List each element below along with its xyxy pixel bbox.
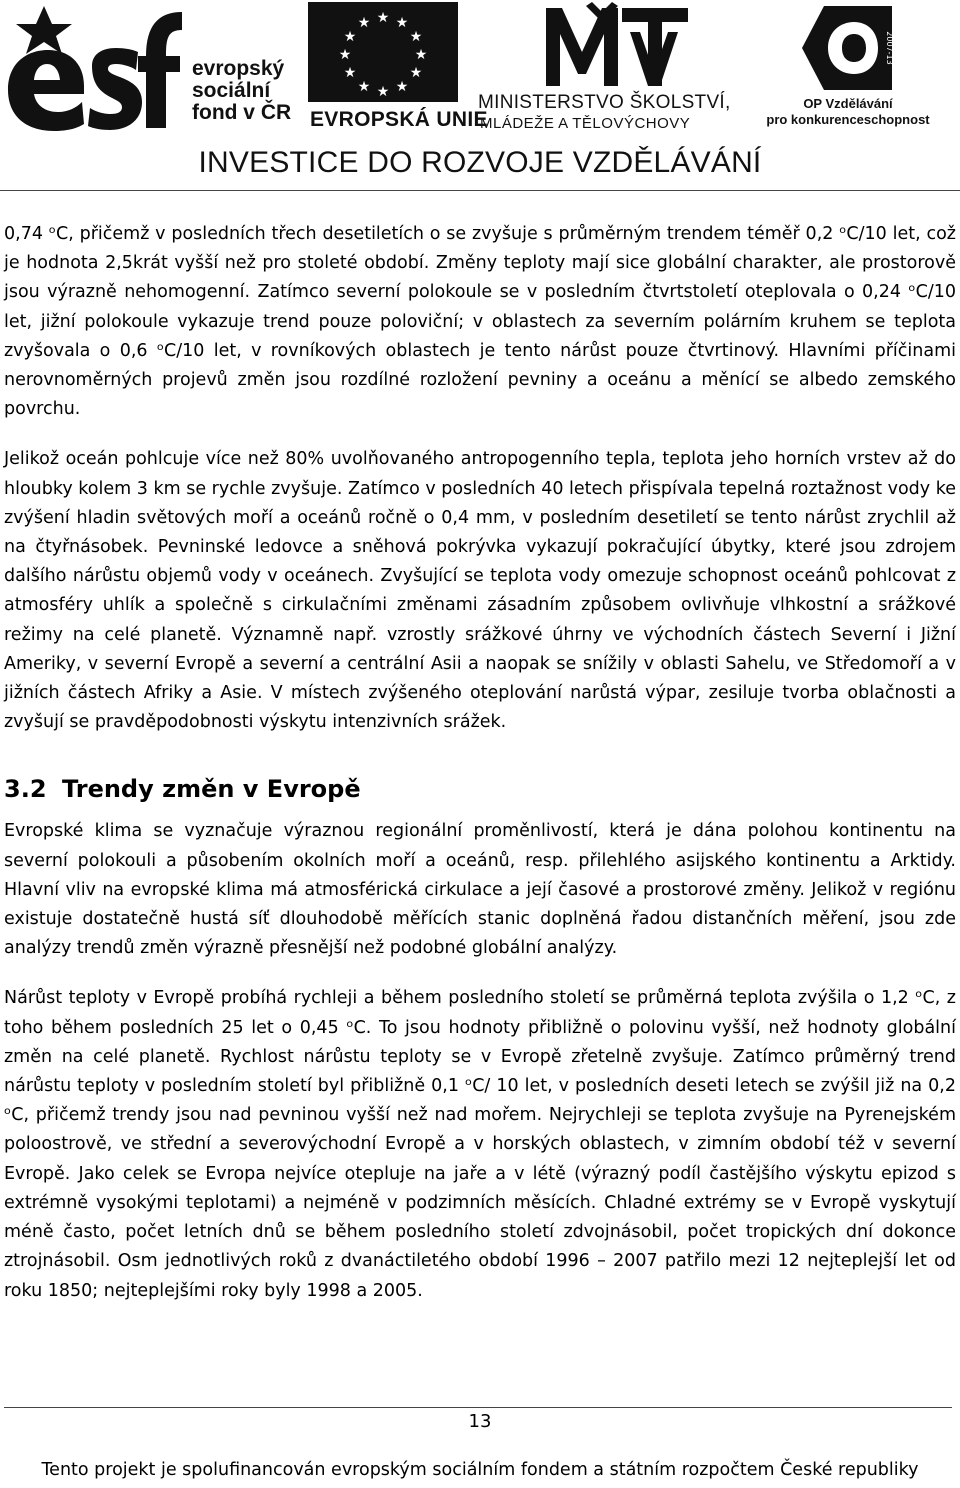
esf-line-3: fond v ČR xyxy=(192,101,292,124)
msmt-text-1: MINISTERSTVO ŠKOLSTVÍ, xyxy=(478,92,731,113)
svg-text:★: ★ xyxy=(395,79,409,95)
op-text-2: pro konkurenceschopnost xyxy=(766,112,930,127)
svg-text:★: ★ xyxy=(343,29,357,45)
section-number: 3.2 xyxy=(4,775,47,804)
paragraph-1: 0,74 ᵒC, přičemž v posledních třech desetiletích o se zvyšuje s průměrným trendem téměř 0,2 ᵒC/10 let, což je hodnota 2,5krát vyšší než pro stoleté období. Změny teploty mají sice globální charakter, ale prostorově jsou výrazně nehomogenní. Zatímco severní polokoule se v posledním čtvrtstoletí oteplovala o 0,24 ᵒC/10 let, jižní polokoule vykazuje trend pouze poloviční; v oblastech za severním polárním kruhem se teplota zvyšovala o 0,6 ᵒC/10 let, v rovníkových oblastech je tento nárůst pouze čtvrtinový. Hlavními příčinami nerovnoměrných projevů změn jsou rozdílné rozložení pevniny a oceánu a měnící se albedo zemského povrchu. xyxy=(4,224,956,420)
section-paragraph-1: Evropské klima se vyznačuje výraznou regionální proměnlivostí, která je dána polohou kontinentu na severní polokouli a působením okolních moří a oceánů, resp. přilehlého asijského kontinentu a Arktidy. Hlavní vliv na evropské klima má atmosférická cirkulace a její časové a prostorové změny. Jelikož v regiónu existuje dostatečně hustá síť dlouhodobě měřících stanic doplněná řadou distančních měření, jsou zde analýzy trendů změn výrazně přesnější než podobné globální analýzy. xyxy=(4,821,956,959)
svg-text:★: ★ xyxy=(376,10,390,26)
eu-flag-icon xyxy=(308,2,458,102)
svg-text:★: ★ xyxy=(414,47,428,63)
eu-text: EVROPSKÁ UNIE xyxy=(310,108,488,131)
msmt-logo xyxy=(478,2,748,137)
esf-line-1: evropský xyxy=(192,57,285,80)
paragraph-2: Jelikož oceán pohlcuje více než 80% uvolňovaného antropogenního tepla, teplota jeho horních vrstev až do hloubky kolem 3 km se rychle zvyšuje. Zatímco v posledních 40 letech přispívala tepelná roztažnost vody ke zvýšení hladin světových moří a oceánů ročně o 0,4 mm, v posledním desetiletí se tento nárůst zrychlil až na čtyřnásobek. Pevninské ledovce a sněhová pokrývka vykazují pokračující úbytky, které jsou zdrojem dalšího nárůstu objemů vody v oceánech. Zvyšující se teplota vody omezuje schopnost oceánů pohlcovat z atmosféry uhlík a společně s cirkulačními změnami zásadním způsobem ovlivňuje vlhkostní a srážkové režimy na celé planetě. Významně např. vzrostly srážkové úhrny ve východních částech Severní i Jižní Ameriky, v severní Evropě a severní a centrální Asii a naopak se snížily v oblasti Sahelu, ve Středomoří a v jižních částech Afriky a Asie. V místech zvýšeného oteplování narůstá výpar, zesiluje tvorba oblačnosti a zvyšují se pravděpodobnosti výskytu intenzivních srážek. xyxy=(4,449,956,733)
page-number: 13 xyxy=(468,1411,492,1432)
footer-divider xyxy=(4,1407,952,1408)
paragraph-gap xyxy=(4,424,956,445)
page-content xyxy=(4,220,956,1306)
svg-text:★: ★ xyxy=(409,29,423,45)
svg-text:★: ★ xyxy=(357,15,371,31)
esf-mark-icon xyxy=(4,2,184,132)
esf-line-2: sociální xyxy=(192,79,271,102)
section-title: Trendy změn v Evropě xyxy=(62,775,361,804)
op-badge-icon xyxy=(798,2,896,94)
header-logos xyxy=(0,0,960,190)
svg-text:★: ★ xyxy=(357,79,371,95)
svg-text:★: ★ xyxy=(395,15,409,31)
svg-text:★: ★ xyxy=(338,47,352,63)
footer-text: Tento projekt je spolufinancován evropským sociálním fondem a státním rozpočtem České republiky xyxy=(41,1460,919,1480)
esf-logo xyxy=(4,2,304,132)
slogan: INVESTICE DO ROZVOJE VZDĚLÁVÁNÍ xyxy=(198,146,762,179)
eu-logo xyxy=(308,2,488,132)
section-heading xyxy=(4,773,956,805)
section-paragraph-2: Nárůst teploty v Evropě probíhá rychleji a během posledního století se průměrná teplota zvýšila o 1,2 ᵒC, z toho během posledních 25 let o 0,45 ᵒC. To jsou hodnoty přibližně o polovinu vyšší, než hodnoty globální změn na celé planetě. Rychlost nárůstu teploty se v Evropě zřetelně zvyšuje. Zatímco průměrný trend nárůstu teploty v posledním století byl přibližně 0,1 ᵒC/ 10 let, v posledních deseti letech se zvýšil již na 0,2 ᵒC, přičemž trendy jsou nad pevninou vyšší než nad mořem. Nejrychleji se teplota zvyšuje na Pyrenejském poloostrově, ve střední a severovýchodní Evropě a v horských oblastech, v zimním období též v severní Evropě. Jako celek se Evropa nejvíce otepluje na jaře a v létě (výrazný podíl častějšího výskytu epizod s extrémně vysokými teplotami) a nejméně v podzimních měsících. Chladné extrémy se v Evropě vyskytují méně často, počet letních dnů se během posledního století zdvojnásobil, počet tropických dní dokonce ztrojnásobil. Osm jednotlivých roků z dvanáctiletého období 1996 – 2007 patřilo mezi 12 nejteplejší let od roku 1850; nejteplejšími roky byly 1998 a 2005. xyxy=(4,988,956,1301)
op-logo xyxy=(758,2,938,137)
svg-text:★: ★ xyxy=(409,65,423,81)
svg-text:★: ★ xyxy=(376,84,390,100)
op-badge-years: 2007-13 xyxy=(885,31,894,65)
esf-text xyxy=(192,58,291,124)
msmt-text-2: MLÁDEŽE A TĚLOVÝCHOVY xyxy=(480,115,691,132)
header-divider xyxy=(0,190,960,191)
msmt-mark-icon xyxy=(542,2,692,88)
op-text-1: OP Vzdělávání xyxy=(803,96,893,111)
svg-text:★: ★ xyxy=(343,65,357,81)
paragraph-gap xyxy=(4,963,956,984)
